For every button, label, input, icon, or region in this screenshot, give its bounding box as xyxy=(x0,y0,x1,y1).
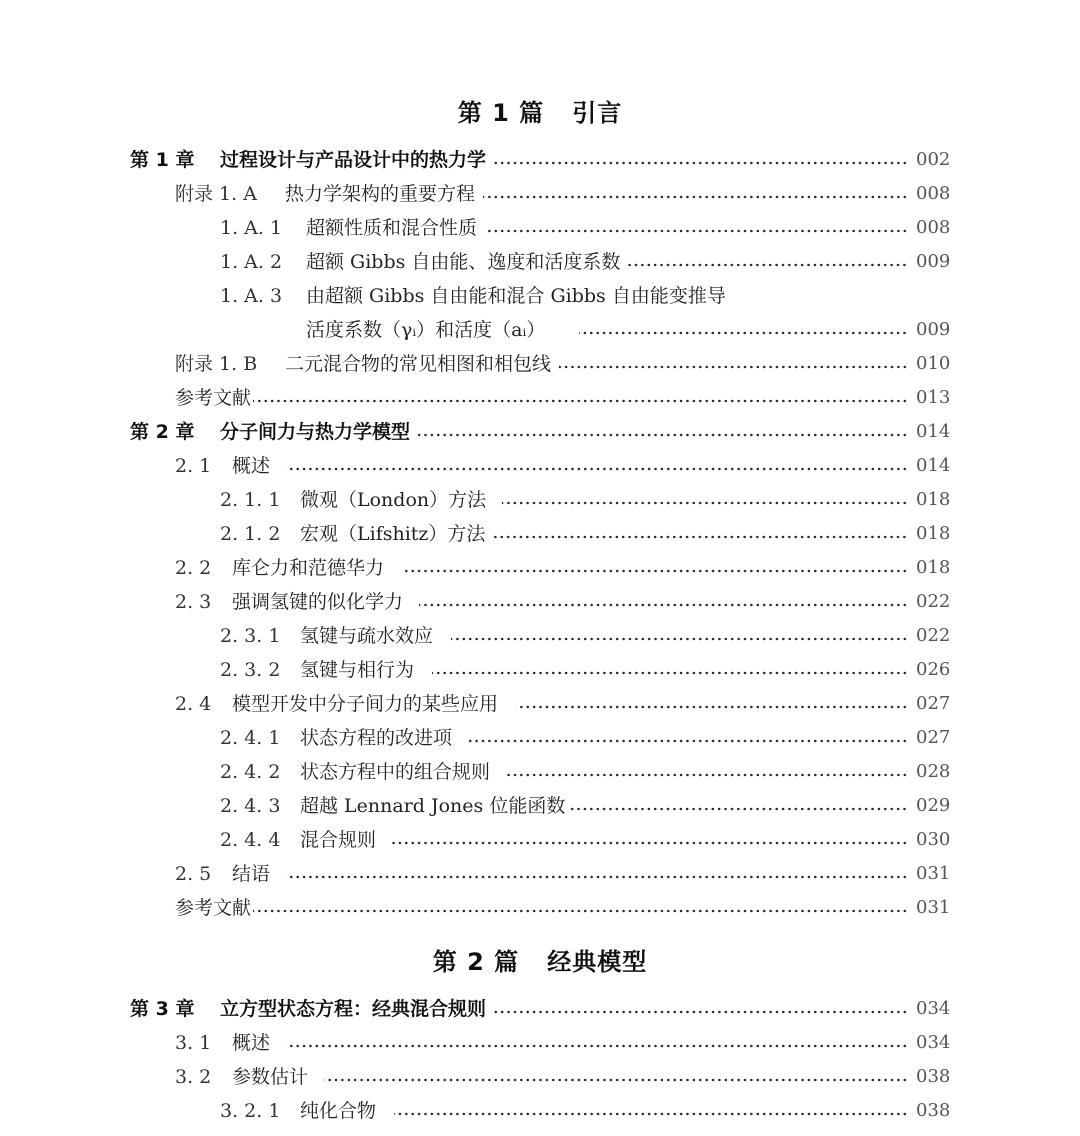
toc-row-2-5[interactable] xyxy=(175,857,950,891)
dot-leader xyxy=(559,365,908,369)
toc-title: 微观（London）方法 xyxy=(300,489,487,511)
toc-row-1a1[interactable] xyxy=(220,211,950,245)
toc-page-number: 027 xyxy=(916,727,951,748)
dot-leader xyxy=(253,909,908,913)
toc-num: 2. 3 xyxy=(175,591,212,613)
dot-leader xyxy=(286,1044,908,1048)
toc-title: 混合规则 xyxy=(300,829,377,851)
toc-row-2-1-1[interactable] xyxy=(220,483,950,517)
dot-leader xyxy=(324,1078,908,1082)
toc-row-chapter-1[interactable] xyxy=(130,143,950,177)
dot-leader xyxy=(579,331,908,335)
toc-num: 2. 3. 2 xyxy=(220,659,281,681)
toc-num: 2. 4 xyxy=(175,693,212,715)
toc-page-number: 026 xyxy=(916,659,951,680)
dot-leader xyxy=(286,875,908,879)
toc-page-number: 018 xyxy=(916,557,951,578)
dot-leader xyxy=(468,739,908,743)
dot-leader xyxy=(494,1010,908,1014)
toc-title: 状态方程的改进项 xyxy=(300,727,453,749)
toc-title: 超越 Lennard Jones 位能函数 xyxy=(300,795,566,817)
dot-leader xyxy=(516,705,908,709)
toc-title: 立方型状态方程：经典混合规则 xyxy=(220,998,487,1020)
dot-leader xyxy=(402,569,908,573)
toc-title: 参考文献 xyxy=(175,897,252,919)
dot-leader xyxy=(286,467,908,471)
toc-num: 第 3 章 xyxy=(130,998,195,1020)
toc-row-2-1-2[interactable] xyxy=(220,517,950,551)
toc-page-number: 038 xyxy=(916,1100,951,1121)
toc-page-number: 009 xyxy=(916,319,951,340)
toc-row-2-4-4[interactable] xyxy=(220,823,950,857)
toc-row-2-3[interactable] xyxy=(175,585,950,619)
toc-row-2-2[interactable] xyxy=(175,551,950,585)
dot-leader xyxy=(451,637,908,641)
toc-num: 2. 3. 1 xyxy=(220,625,281,647)
dot-leader xyxy=(502,501,908,505)
toc-title: 氢键与相行为 xyxy=(300,659,415,681)
toc-page-number: 009 xyxy=(916,251,951,272)
toc-row-2-3-2[interactable] xyxy=(220,653,950,687)
dot-leader xyxy=(506,773,908,777)
toc-row-chapter-3[interactable] xyxy=(130,992,950,1026)
toc-page-number: 010 xyxy=(916,353,951,374)
toc-num: 2. 1 xyxy=(175,455,212,477)
toc-num: 第 1 章 xyxy=(130,149,195,171)
toc-num: 3. 2 xyxy=(175,1066,212,1088)
part-title-1: 第 1 篇 引言 xyxy=(457,99,623,127)
toc-row-2-1[interactable] xyxy=(175,449,950,483)
toc-page-number: 018 xyxy=(916,489,951,510)
toc-title: 概述 xyxy=(232,1032,271,1054)
toc-num: 2. 1. 1 xyxy=(220,489,281,511)
toc-title: 库仑力和范德华力 xyxy=(232,557,385,579)
dot-leader xyxy=(493,535,908,539)
toc-row-2-4[interactable] xyxy=(175,687,950,721)
toc-row-chapter-2[interactable] xyxy=(130,415,950,449)
toc-title: 超额性质和混合性质 xyxy=(306,217,478,239)
toc-row-appendix-1a[interactable] xyxy=(175,177,950,211)
toc-page-number: 018 xyxy=(916,523,951,544)
toc-num: 附录 1. A xyxy=(175,183,257,205)
toc-row-1a2[interactable] xyxy=(220,245,950,279)
toc-title: 参考文献 xyxy=(175,387,252,409)
dot-leader xyxy=(494,161,908,165)
toc-row-2-4-1[interactable] xyxy=(220,721,950,755)
toc-num: 2. 4. 4 xyxy=(220,829,281,851)
part-title-2: 第 2 篇 经典模型 xyxy=(432,948,648,976)
toc-page-number: 014 xyxy=(916,421,951,442)
toc-num: 第 2 章 xyxy=(130,421,195,443)
toc-row-2-4-2[interactable] xyxy=(220,755,950,789)
toc-row-1a3[interactable] xyxy=(220,279,950,313)
toc-page-number: 014 xyxy=(916,455,951,476)
toc-title: 过程设计与产品设计中的热力学 xyxy=(220,149,487,171)
toc-num: 2. 4. 2 xyxy=(220,761,281,783)
toc-title: 强调氢键的似化学力 xyxy=(232,591,404,613)
toc-num: 1. A. 2 xyxy=(220,251,283,273)
toc-title: 由超额 Gibbs 自由能和混合 Gibbs 自由能变推导 xyxy=(306,285,726,307)
toc-title: 纯化合物 xyxy=(300,1100,377,1122)
dot-leader xyxy=(392,841,908,845)
dot-leader xyxy=(628,263,908,267)
toc-page-number: 022 xyxy=(916,591,951,612)
toc-page-number: 027 xyxy=(916,693,951,714)
toc-num: 3. 2. 1 xyxy=(220,1100,281,1122)
toc-num: 2. 2 xyxy=(175,557,212,579)
toc-page-number: 002 xyxy=(916,149,951,170)
dot-leader xyxy=(485,229,908,233)
toc-row-1a3-continuation[interactable] xyxy=(306,313,950,347)
toc-title: 结语 xyxy=(232,863,271,885)
toc-num: 1. A. 3 xyxy=(220,285,283,307)
toc-title: 宏观（Lifshitz）方法 xyxy=(300,523,486,545)
toc-page-number: 038 xyxy=(916,1066,951,1087)
toc-page-number: 022 xyxy=(916,625,951,646)
toc-row-appendix-1b[interactable] xyxy=(175,347,950,381)
toc-row-3-2-1[interactable] xyxy=(220,1094,950,1128)
toc-title: 超额 Gibbs 自由能、逸度和活度系数 xyxy=(306,251,621,273)
dot-leader xyxy=(253,399,908,403)
toc-title: 分子间力与热力学模型 xyxy=(220,421,411,443)
toc-num: 3. 1 xyxy=(175,1032,212,1054)
toc-row-3-1[interactable] xyxy=(175,1026,950,1060)
toc-page-number: 030 xyxy=(916,829,951,850)
toc-page-number: 029 xyxy=(916,795,951,816)
dot-leader xyxy=(432,671,908,675)
toc-title: 概述 xyxy=(232,455,271,477)
toc-num: 1. A. 1 xyxy=(220,217,283,239)
toc-num: 2. 5 xyxy=(175,863,212,885)
toc-title: 模型开发中分子间力的某些应用 xyxy=(232,693,499,715)
toc-title: 状态方程中的组合规则 xyxy=(300,761,491,783)
toc-page-number: 034 xyxy=(916,1032,951,1053)
toc-row-3-2[interactable] xyxy=(175,1060,950,1094)
toc-row-references-ch2[interactable] xyxy=(175,891,950,925)
dot-leader xyxy=(567,807,908,811)
toc-page-number: 008 xyxy=(916,217,951,238)
toc-row-2-4-3[interactable] xyxy=(220,789,950,823)
toc-page-number: 028 xyxy=(916,761,951,782)
toc-title: 活度系数（γᵢ）和活度（aᵢ） xyxy=(306,319,546,341)
dot-leader xyxy=(394,1112,908,1116)
toc-num: 2. 4. 3 xyxy=(220,795,281,817)
toc-title: 氢键与疏水效应 xyxy=(300,625,434,647)
toc-title: 热力学架构的重要方程 xyxy=(285,183,476,205)
dot-leader xyxy=(418,433,908,437)
toc-num: 附录 1. B xyxy=(175,353,258,375)
dot-leader xyxy=(419,603,908,607)
toc-row-2-3-1[interactable] xyxy=(220,619,950,653)
toc-page-number: 031 xyxy=(916,863,951,884)
toc-title: 二元混合物的常见相图和相包线 xyxy=(285,353,552,375)
toc-num: 2. 1. 2 xyxy=(220,523,281,545)
toc-title: 参数估计 xyxy=(232,1066,309,1088)
toc-page-number: 031 xyxy=(916,897,951,918)
toc-page-number: 008 xyxy=(916,183,951,204)
toc-page-number: 034 xyxy=(916,998,951,1019)
toc-row-references-ch1[interactable] xyxy=(175,381,950,415)
toc-num: 2. 4. 1 xyxy=(220,727,281,749)
toc-page-number: 013 xyxy=(916,387,951,408)
dot-leader xyxy=(483,195,908,199)
